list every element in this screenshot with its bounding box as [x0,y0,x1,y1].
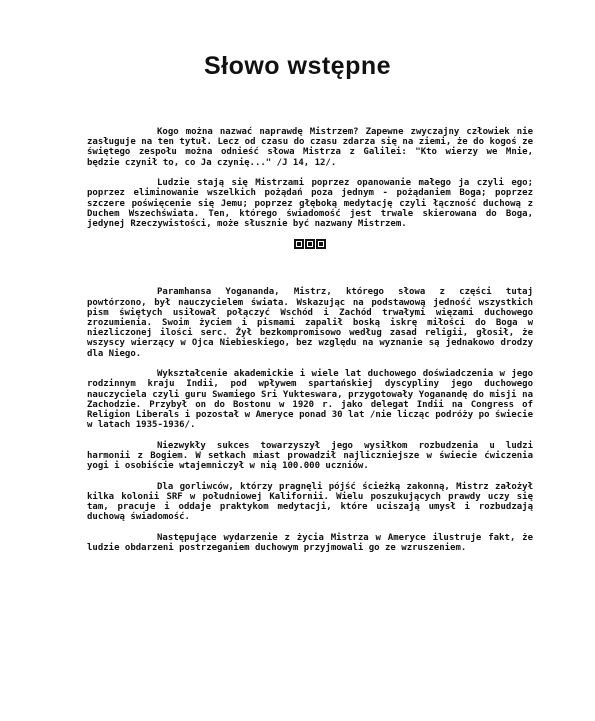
ornament-square-icon [316,239,326,249]
main-paragraph-3: Niezwykły sukces towarzyszył jego wysiłkom rozbudzenia u ludzi harmonii z Bogiem. W setkach miast prowadził najliczniejsze w świecie ćwiczenia yogi i osobiście wtajemniczył w nią 100.000 uczniów. [87,440,533,472]
main-paragraph-1: Paramhansa Yogananda, Mistrz, którego słowa z części tutaj powtórzono, był nauczycielem świata. Wskazując na podstawową jedność wszystkich pism świętych usiłował połączyć Wschód i Zachód trwałymi więzami duchowego zrozumienia. Swoim życiem i pismami zapalił boską iskrę miłości do Boga w niezliczonej ilości serc. Żył bezkompromisowo według zasad religii, głosił, że wszyscy wierzący w Ojca Niebieskiego, bez względu na wyznanie są jednakowo drodzy dla Niego. [87,287,533,359]
main-paragraph-5: Następujące wydarzenie z życia Mistrza w Ameryce ilustruje fakt, że ludzie obdarzeni postrzeganiem duchowym przyjmowali go ze wzruszeniem. [87,532,533,553]
main-paragraph-4: Dla gorliwców, którzy pragnęli pójść ścieżką zakonną, Mistrz założył kilka kolonii SRF w południowej Kalifornii. Wielu poszukujących prawdy uczy się tam, pracuje i oddaje praktykom medytacji, które uciszają umysł i rozbudzają duchową świadomość. [87,481,533,523]
main-paragraph-2: Wykształcenie akademickie i wiele lat duchowego doświadczenia w jego rodzinnym kraju Indii, pod wpływem spartańskiej dyscypliny jego duchowego nauczyciela czyli guru Swamiego Sri Yukteswara, przygotowały Yoganandę do misji na Zachodzie. Przybył on do Bostonu w 1920 r. jako delegat Indii na Congress of Religion Liberals i pozostał w Ameryce ponad 30 lat /nie licząc podróży po świecie w latach 1935-1936/. [87,369,533,431]
section-ornament [87,239,533,249]
ornament-square-icon [305,239,315,249]
intro-paragraph-2: Ludzie stają się Mistrzami poprzez opanowanie małego ja czyli ego; poprzez eliminowanie wszelkich pożądań poza jednym - pożądaniem Boga; poprzez szczere poświęcenie się Jemu; poprzez głęboką medytację czyli łączność duchową z Duchem Wszechświata. Ten, którego świadomość jest trwale skierowana do Boga, jedynej Rzeczywistości, może słusznie być nazwany Mistrzem. [87,178,533,229]
page-title: Słowo wstępne [203,52,392,80]
intro-paragraph-1: Kogo można nazwać naprawdę Mistrzem? Zapewne zwyczajny człowiek nie zasługuje na ten tytuł. Lecz od czasu do czasu zdarza się na ziemi, że do kogoś ze świętego zespołu można odnieść słowa Mistrza z Galilei: "Kto wierzy we Mnie, będzie czynił to, co Ja czynię..." /J 14, 12/. [87,127,533,168]
document-body [87,127,533,563]
ornament-square-icon [294,239,304,249]
